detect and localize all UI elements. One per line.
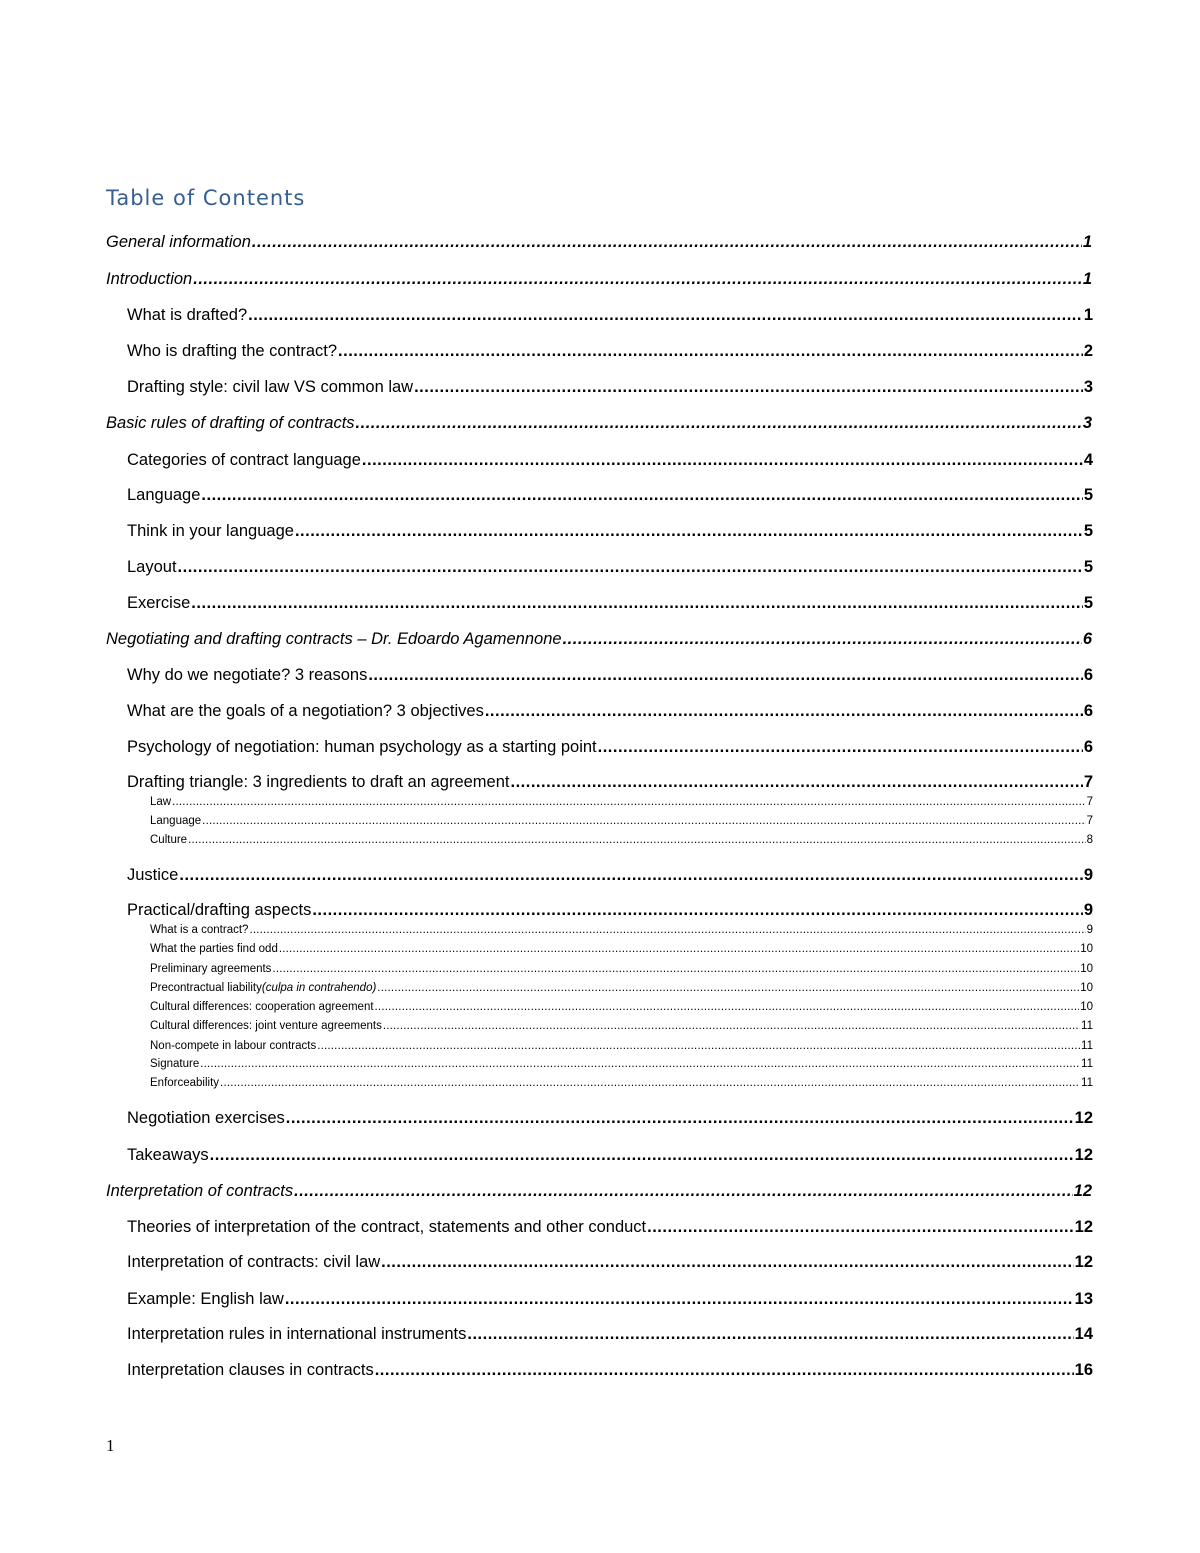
- toc-entry-page-number: 1: [1083, 306, 1093, 324]
- toc-entry-page-number: 1: [1082, 233, 1092, 251]
- toc-entry-label: Who is drafting the contract?: [127, 342, 338, 360]
- dot-leader: [200, 1058, 1080, 1070]
- toc-entry-level-1[interactable]: [106, 233, 1092, 252]
- toc-entry-page-number: 7: [1083, 773, 1093, 791]
- toc-entry-page-number: 2: [1083, 342, 1093, 360]
- toc-entry-label: What is a contract?: [150, 924, 249, 936]
- toc-entry-level-1[interactable]: [106, 270, 1092, 289]
- toc-entry-page-number: 3: [1082, 414, 1092, 432]
- toc-entry-level-2[interactable]: [127, 451, 1093, 470]
- dot-leader: [647, 1218, 1074, 1237]
- toc-entry-label: Negotiation exercises: [127, 1109, 285, 1127]
- toc-entry-page-number: 5: [1083, 522, 1093, 540]
- toc-entry-level-2[interactable]: [127, 594, 1093, 613]
- toc-entry-label: Drafting triangle: 3 ingredients to draft an agreement: [127, 773, 510, 791]
- dot-leader: [317, 1040, 1080, 1052]
- toc-entry-level-2[interactable]: [127, 1361, 1093, 1380]
- toc-entry-level-2[interactable]: [127, 773, 1093, 792]
- toc-entry-level-3[interactable]: [150, 924, 1093, 936]
- toc-entry-page-number: 11: [1081, 1058, 1093, 1070]
- dot-leader: [375, 1001, 1080, 1013]
- toc-entry-label: Language: [150, 815, 202, 827]
- toc-entry-label: Signature: [150, 1058, 200, 1070]
- toc-entry-label: Think in your language: [127, 522, 294, 540]
- toc-entry-page-number: 10: [1080, 963, 1093, 975]
- toc-entry-page-number: 12: [1073, 1182, 1092, 1200]
- toc-entry-label: Practical/drafting aspects: [127, 901, 312, 919]
- toc-entry-page-number: 6: [1083, 666, 1093, 684]
- dot-leader: [312, 901, 1082, 920]
- toc-entry-label: Precontractual liability: [150, 982, 262, 994]
- toc-entry-page-number: 6: [1082, 630, 1092, 648]
- dot-leader: [248, 306, 1083, 325]
- dot-leader: [220, 1077, 1080, 1089]
- toc-entry-page-number: 6: [1083, 702, 1093, 720]
- toc-entry-label: Theories of interpretation of the contract, statements and other conduct: [127, 1218, 647, 1236]
- toc-entry-label: Culture: [150, 834, 188, 846]
- page-number: 1: [106, 1436, 115, 1455]
- dot-leader: [193, 270, 1082, 289]
- toc-entry-page-number: 6: [1083, 738, 1093, 756]
- toc-entry-label: Exercise: [127, 594, 191, 612]
- toc-entry-page-number: 10: [1080, 943, 1093, 955]
- toc-entry-level-3[interactable]: [150, 943, 1093, 955]
- toc-entry-level-2[interactable]: [127, 378, 1093, 397]
- dot-leader: [338, 342, 1083, 361]
- toc-entry-level-3[interactable]: [150, 1077, 1093, 1089]
- toc-entry-level-2[interactable]: [127, 738, 1093, 757]
- toc-entry-label: Interpretation clauses in contracts: [127, 1361, 374, 1379]
- dot-leader: [383, 1020, 1080, 1032]
- toc-entry-label: Example: English law: [127, 1290, 284, 1308]
- toc-entry-level-2[interactable]: [127, 666, 1093, 685]
- toc-entry-page-number: 12: [1074, 1146, 1093, 1164]
- toc-entry-page-number: 14: [1074, 1325, 1093, 1343]
- dot-leader: [375, 1361, 1074, 1380]
- toc-entry-label: Interpretation of contracts: civil law: [127, 1253, 381, 1271]
- toc-entry-label: Layout: [127, 558, 177, 576]
- toc-entry-page-number: 12: [1074, 1109, 1093, 1127]
- toc-entry-level-3[interactable]: [150, 1020, 1093, 1032]
- toc-entry-label: Drafting style: civil law VS common law: [127, 378, 414, 396]
- dot-leader: [467, 1325, 1073, 1344]
- toc-entry-level-2[interactable]: [127, 1109, 1093, 1128]
- dot-leader: [294, 1182, 1073, 1201]
- dot-leader: [172, 796, 1085, 808]
- toc-entry-page-number: 10: [1080, 982, 1093, 994]
- toc-entry-label: What are the goals of a negotiation? 3 objectives: [127, 702, 484, 720]
- toc-entry-page-number: 1: [1082, 270, 1092, 288]
- dot-leader: [286, 1109, 1074, 1128]
- toc-entry-page-number: 11: [1081, 1020, 1093, 1032]
- toc-entry-level-2[interactable]: [127, 1325, 1093, 1344]
- toc-entry-label: General information: [106, 233, 251, 251]
- toc-entry-level-2[interactable]: [127, 522, 1093, 541]
- toc-entry-level-3[interactable]: [150, 1001, 1093, 1013]
- toc-entry-label: Cultural differences: cooperation agreement: [150, 1001, 374, 1013]
- toc-entry-label: Basic rules of drafting of contracts: [106, 414, 355, 432]
- toc-entry-label: Enforceability: [150, 1077, 220, 1089]
- dot-leader: [179, 866, 1082, 885]
- toc-entry-label: Preliminary agreements: [150, 963, 272, 975]
- dot-leader: [563, 630, 1082, 649]
- toc-entry-page-number: 8: [1086, 834, 1093, 846]
- toc-entry-label: Cultural differences: joint venture agreements: [150, 1020, 382, 1032]
- dot-leader: [362, 451, 1083, 470]
- toc-entry-page-number: 5: [1083, 486, 1093, 504]
- toc-entry-label-italic: (culpa in contrahendo): [261, 982, 377, 994]
- toc-entry-label: Language: [127, 486, 201, 504]
- toc-entry-level-3[interactable]: [150, 815, 1093, 827]
- toc-entry-label: Negotiating and drafting contracts – Dr. Edoardo Agamennone: [106, 630, 562, 648]
- dot-leader: [201, 486, 1082, 505]
- toc-entry-label: Takeaways: [127, 1146, 209, 1164]
- toc-entry-label: Justice: [127, 866, 179, 884]
- toc-entry-page-number: 11: [1081, 1077, 1093, 1089]
- dot-leader: [377, 982, 1079, 994]
- toc-entry-level-2[interactable]: [127, 901, 1093, 920]
- toc-entry-label: What the parties find odd: [150, 943, 278, 955]
- toc-entry-level-2[interactable]: [127, 486, 1093, 505]
- dot-leader: [188, 834, 1086, 846]
- toc-entry-level-2[interactable]: [127, 342, 1093, 361]
- toc-entry-level-2[interactable]: [127, 1146, 1093, 1165]
- toc-entry-page-number: 13: [1074, 1290, 1093, 1308]
- dot-leader: [485, 702, 1083, 721]
- toc-entry-label: Interpretation rules in international instruments: [127, 1325, 467, 1343]
- toc-entry-page-number: 11: [1081, 1040, 1093, 1052]
- toc-entry-level-2[interactable]: [127, 866, 1093, 885]
- dot-leader: [252, 233, 1082, 252]
- toc-entry-page-number: 5: [1083, 558, 1093, 576]
- toc-entry-page-number: 12: [1074, 1218, 1093, 1236]
- dot-leader: [598, 738, 1083, 757]
- toc-entry-page-number: 9: [1083, 866, 1093, 884]
- toc-entry-label: Categories of contract language: [127, 451, 361, 469]
- toc-entry-label: Interpretation of contracts: [106, 1182, 294, 1200]
- dot-leader: [295, 522, 1083, 541]
- toc-entry-level-2[interactable]: [127, 1253, 1093, 1272]
- toc-entry-level-2[interactable]: [127, 306, 1093, 325]
- toc-entry-level-1[interactable]: [106, 1182, 1092, 1201]
- toc-entry-label: Law: [150, 796, 172, 808]
- toc-entry-level-1[interactable]: [106, 630, 1092, 649]
- toc-entry-level-3[interactable]: [150, 796, 1093, 808]
- dot-leader: [210, 1146, 1074, 1165]
- dot-leader: [272, 963, 1079, 975]
- dot-leader: [510, 773, 1082, 792]
- dot-leader: [249, 924, 1085, 936]
- toc-entry-level-2[interactable]: [127, 1290, 1093, 1309]
- toc-entry-level-2[interactable]: [127, 558, 1093, 577]
- dot-leader: [178, 558, 1083, 577]
- dot-leader: [279, 943, 1079, 955]
- dot-leader: [356, 414, 1082, 433]
- dot-leader: [191, 594, 1083, 613]
- dot-leader: [202, 815, 1085, 827]
- toc-entry-page-number: 4: [1083, 451, 1093, 469]
- toc-entry-label: Introduction: [106, 270, 193, 288]
- toc-entry-label: What is drafted?: [127, 306, 248, 324]
- toc-entry-page-number: 9: [1086, 924, 1093, 936]
- toc-entry-level-1[interactable]: [106, 414, 1092, 433]
- toc-entry-level-3[interactable]: [150, 1058, 1093, 1070]
- toc-entry-page-number: 7: [1086, 796, 1093, 808]
- toc-entry-level-3[interactable]: [150, 834, 1093, 846]
- toc-entry-page-number: 9: [1083, 901, 1093, 919]
- toc-title: Table of Contents: [106, 186, 306, 210]
- toc-entry-page-number: 16: [1074, 1361, 1093, 1379]
- toc-entry-level-3[interactable]: [150, 1040, 1093, 1052]
- toc-entry-level-3[interactable]: [150, 982, 1093, 994]
- toc-entry-label: Psychology of negotiation: human psychology as a starting point: [127, 738, 597, 756]
- toc-entry-level-2[interactable]: [127, 1218, 1093, 1237]
- toc-entry-page-number: 10: [1080, 1001, 1093, 1013]
- toc-entry-page-number: 12: [1074, 1253, 1093, 1271]
- toc-entry-level-3[interactable]: [150, 963, 1093, 975]
- toc-entry-label: Why do we negotiate? 3 reasons: [127, 666, 368, 684]
- toc-entry-page-number: 3: [1083, 378, 1093, 396]
- toc-entry-page-number: 5: [1083, 594, 1093, 612]
- toc-entry-page-number: 7: [1086, 815, 1093, 827]
- dot-leader: [368, 666, 1082, 685]
- toc-entry-label: Non-compete in labour contracts: [150, 1040, 317, 1052]
- dot-leader: [285, 1290, 1074, 1309]
- dot-leader: [414, 378, 1083, 397]
- toc-entry-level-2[interactable]: [127, 702, 1093, 721]
- dot-leader: [381, 1253, 1074, 1272]
